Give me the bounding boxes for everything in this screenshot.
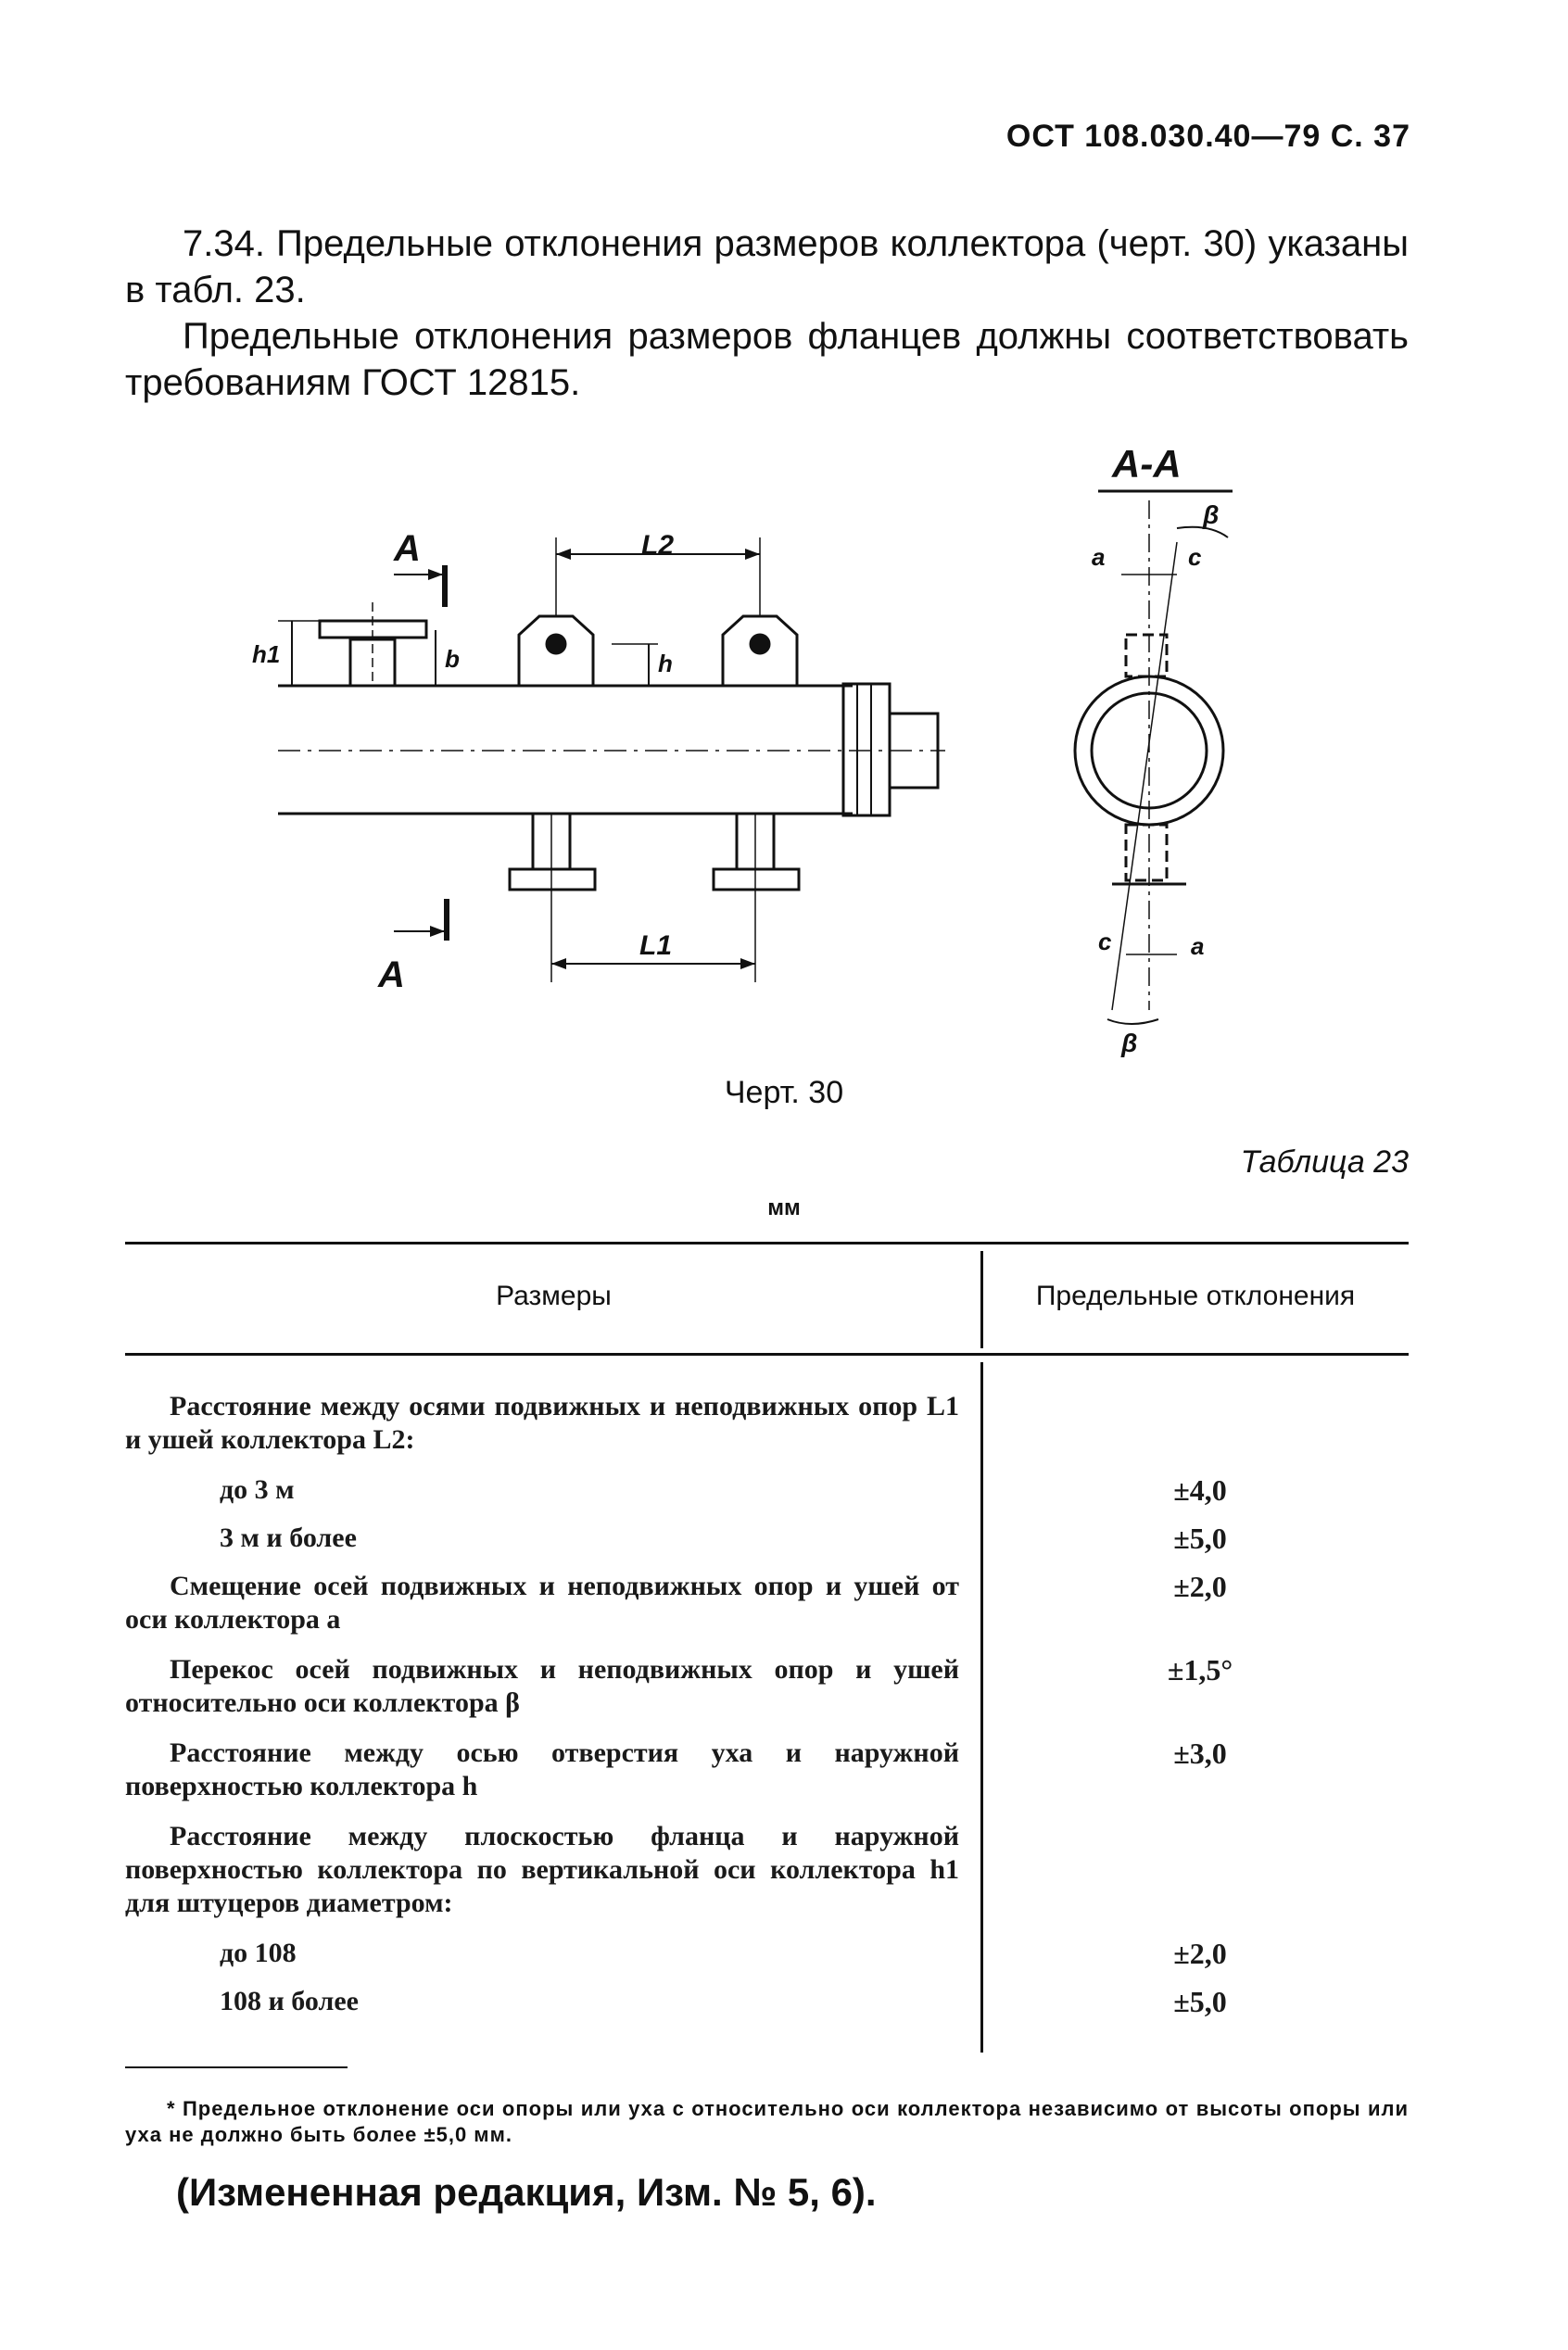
table-top-rule (125, 1242, 1409, 1244)
table-value-108-and-more: ±5,0 (1173, 1985, 1227, 2018)
label-h: h (658, 650, 673, 677)
section-support (1126, 825, 1167, 880)
ear-right-hole (751, 635, 769, 653)
support-right-base (714, 869, 799, 890)
drawing-30 (241, 436, 1279, 1070)
label-L2: L2 (641, 530, 675, 561)
label-section-title: А-А (1112, 442, 1182, 486)
page-header: ОСТ 108.030.40—79 С. 37 (1005, 119, 1410, 154)
table-row-up-to-108: до 108 (220, 1938, 297, 1968)
table-number: Таблица 23 (1240, 1144, 1409, 1180)
table-value-up-to-108: ±2,0 (1173, 1937, 1227, 1970)
label-a-bottom: a (1191, 932, 1205, 960)
table-row-flange-h1: Расстояние между плоскостью фланца и наружной поверхностью коллектора по вертикальной оси коллектора h1 для штуцеров диаметром: (125, 1821, 959, 1918)
table-unit: мм (767, 1195, 801, 1220)
table-value-up-to-3m: ±4,0 (1173, 1473, 1227, 1507)
table-header-rule (125, 1353, 1409, 1356)
collector-side-view (278, 537, 945, 982)
table-row-distance-l1-l2: Расстояние между осями подвижных и неподвижных опор L1 и ушей коллектора L2: (125, 1391, 959, 1455)
label-c-top: c (1188, 543, 1202, 571)
drawing-30-svg (241, 436, 1279, 1066)
label-L1: L1 (639, 930, 673, 961)
label-section-a-bottom: А (378, 954, 405, 995)
label-a-top: a (1092, 543, 1106, 571)
footnote: * Предельное отклонение оси опоры или уха c относительно оси коллектора независимо от высоты опоры или уха не должно быть более ±5,0 мм. (125, 2097, 1409, 2146)
paragraph-7-34: 7.34. Предельные отклонения размеров коллектора (черт. 30) указаны в табл. 23. (125, 223, 1409, 310)
table-header-divider (980, 1251, 983, 1348)
table-header-sizes: Размеры (496, 1281, 612, 1311)
footnote-rule (125, 2066, 348, 2068)
section-skew-line (1112, 542, 1177, 1010)
table-row-up-to-3m: до 3 м (220, 1474, 295, 1505)
ear-left-hole (547, 635, 565, 653)
beta-arc-bottom (1107, 1019, 1158, 1024)
label-beta-top: β (1203, 500, 1220, 529)
table-row-ear-hole-h: Расстояние между осью отверстия уха и наружной поверхностью коллектора h (125, 1737, 959, 1801)
table-value-ear-hole-h: ±3,0 (1173, 1737, 1227, 1770)
table-value-3m-and-more: ±5,0 (1173, 1522, 1227, 1555)
label-section-a-top: А (394, 528, 421, 569)
figure-caption: Черт. 30 (724, 1075, 844, 1110)
table-value-skew-beta: ±1,5° (1167, 1653, 1233, 1687)
label-h1: h1 (252, 640, 281, 668)
label-c-bottom: c (1098, 928, 1112, 955)
label-beta-bottom: β (1121, 1029, 1138, 1057)
table-row-3m-and-more: 3 м и более (220, 1522, 357, 1553)
table-header-deviations: Предельные отклонения (1035, 1281, 1356, 1311)
table-row-skew-beta: Перекос осей подвижных и неподвижных опор и ушей относительно оси коллектора β (125, 1654, 959, 1718)
collector-end-cap (843, 684, 890, 815)
support-left-base (510, 869, 595, 890)
amendment-note: (Измененная редакция, Изм. № 5, 6). (176, 2170, 877, 2214)
table-row-offset-a: Смещение осей подвижных и неподвижных опор и ушей от оси коллектора a (125, 1571, 959, 1635)
table-row-108-and-more: 108 и более (220, 1986, 359, 2016)
table-body-divider (980, 1362, 983, 2053)
label-b: b (445, 645, 460, 673)
table-value-offset-a: ±2,0 (1173, 1570, 1227, 1603)
paragraph-flanges: Предельные отклонения размеров фланцев должны соответствовать требованиям ГОСТ 12815. (125, 316, 1409, 403)
